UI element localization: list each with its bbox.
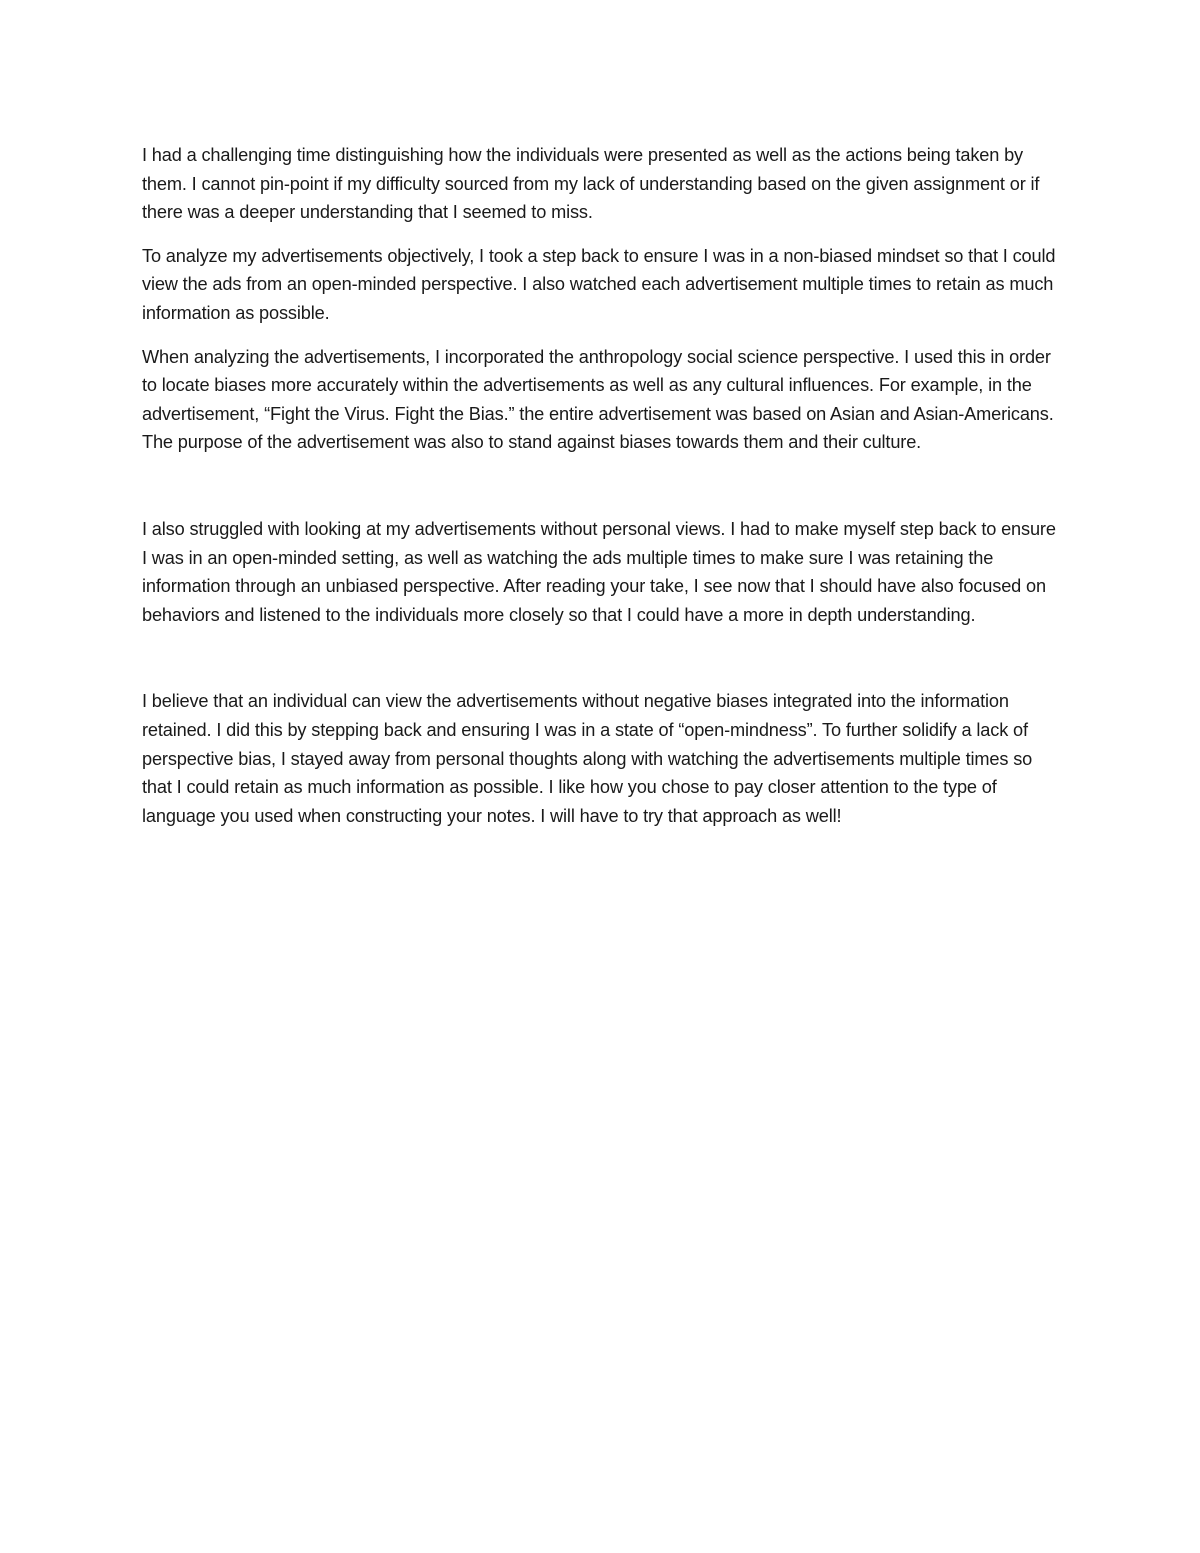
paragraph-4: I also struggled with looking at my advertisements without personal views. I had to make myself step back to ensure I was in an open-minded setting, as well as watching the ads multiple times to make sure I was retaining the information through an unbiased perspective. After reading your take, I see now that I should have also focused on behaviors and listened to the individuals more closely so that I could have a more in depth understanding. (142, 518, 1056, 625)
document-body (142, 141, 1062, 830)
paragraph-5: I believe that an individual can view the advertisements without negative biases integrated into the information retained. I did this by stepping back and ensuring I was in a state of “open-mindness”. To further solidify a lack of perspective bias, I stayed away from personal thoughts along with watching the advertisements multiple times so that I could retain as much information as possible. I like how you chose to pay closer attention to the type of language you used when constructing your notes. I will have to try that approach as well! (142, 691, 1033, 826)
paragraph-2: To analyze my advertisements objectively, I took a step back to ensure I was in a non-biased mindset so that I could view the ads from an open-minded perspective. I also watched each advertisement multiple times to retain as much information as possible. (142, 245, 1056, 323)
paragraph-3: When analyzing the advertisements, I incorporated the anthropology social science perspective. I used this in order to locate biases more accurately within the advertisements as well as any cultural influences. For example, in the advertisement, “Fight the Virus. Fight the Bias.” the entire advertisement was based on Asian and Asian-Americans. The purpose of the advertisement was also to stand against biases towards them and their culture. (142, 346, 1054, 453)
paragraph-1: I had a challenging time distinguishing how the individuals were presented as well as the actions being taken by them. I cannot pin-point if my difficulty sourced from my lack of understanding based on the given assignment or if there was a deeper understanding that I seemed to miss. (142, 145, 1040, 223)
